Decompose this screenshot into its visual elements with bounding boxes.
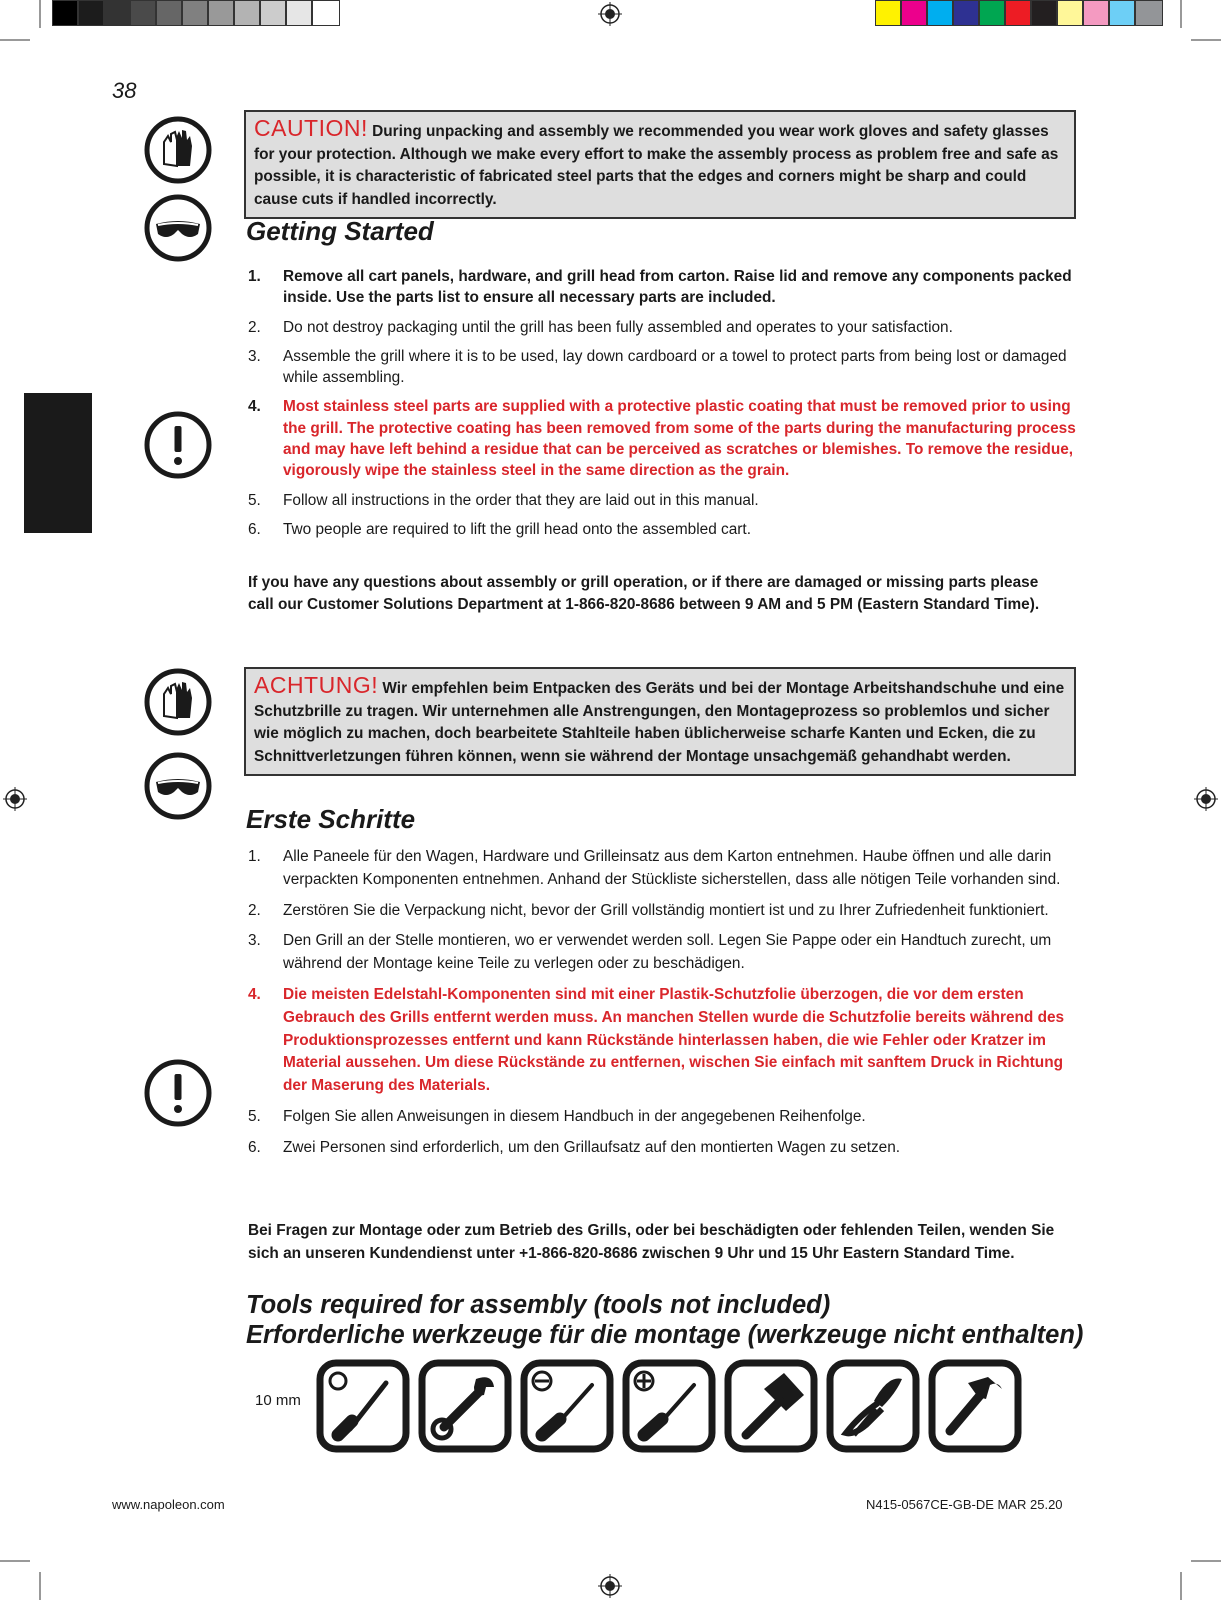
tools-title-de: Erforderliche werkzeuge für die montage (werkzeuge nicht enthalten) bbox=[246, 1321, 1084, 1349]
page-number: 38 bbox=[112, 78, 137, 103]
registration-mark-icon bbox=[3, 787, 27, 811]
rubber-mallet-icon bbox=[724, 1359, 818, 1453]
socket-wrench-icon bbox=[316, 1359, 410, 1453]
wrench-size-label: 10 mm bbox=[255, 1392, 301, 1409]
customer-solutions-note-de: Bei Fragen zur Montage oder zum Betrieb des Grills, oder bei beschädigten oder fehlenden Teilen, wenden Sie sich an unseren Kundendienst unter +1-866-820-8686 zwischen 9 Uhr und 15 Uhr Eastern Standard Time. bbox=[248, 1222, 1055, 1262]
language-side-tab bbox=[24, 393, 92, 533]
list-item: 2. Zerstören Sie die Verpackung nicht, bevor der Grill vollständig montiert ist und zu Ihrer Zufriedenheit funktioniert. bbox=[248, 901, 1049, 919]
tools-required-heading bbox=[246, 1290, 1083, 1350]
steps-list-en bbox=[248, 266, 1078, 548]
pliers-icon bbox=[826, 1359, 920, 1453]
claw-hammer-icon bbox=[928, 1359, 1022, 1453]
list-item: 2. Do not destroy packaging until the grill has been fully assembled and operates to your satisfaction. bbox=[248, 318, 953, 336]
flathead-screwdriver-icon bbox=[520, 1359, 614, 1453]
registration-mark-icon bbox=[598, 2, 622, 26]
caution-text: During unpacking and assembly we recommended you wear work gloves and safety glasses for your protection. Although we make every effort to make the assembly process as problem free and safe as possible, it is characteristic of fabricated steel parts that the edges and corners might be sharp and could cause cuts if handled incorrectly. bbox=[254, 123, 1059, 208]
tools-title-en: Tools required for assembly (tools not included) bbox=[246, 1291, 831, 1319]
caution-text: Wir empfehlen beim Entpacken des Geräts und bei der Montage Arbeitshandschuhe und eine Schutzbrille zu tragen. Wir unternehmen alle Anstrengungen, den Montageprozess so problemlos und sicher wie möglich zu machen, doch bearbeitete Stahlteile haben üblicherweise scharfe Kanten und Ecken, die zu Schnittverletzungen führen können, wenn sie während der Montage unsachgemäß gehandhabt werden. bbox=[254, 680, 1065, 765]
list-item: 6. Two people are required to lift the grill head onto the assembled cart. bbox=[248, 520, 751, 538]
list-item: 4. Die meisten Edelstahl-Komponenten sind mit einer Plastik-Schutzfolie überzogen, die vor dem ersten Gebrauch des Grills entfernt werden muss. An manchen Stellen wurde die Schutzfolie bereits während des Produktionsprozesses entfernt und kann Rückstände hinterlassen haben, die wie Fehler oder Kratzer im Material aussehen. Um diese Rückstände zu entfernen, wischen Sie einfach mit sanftem Druck in Richtung der Maserung des Materials. bbox=[248, 985, 1065, 1095]
list-item: 5. Follow all instructions in the order that they are laid out in this manual. bbox=[248, 491, 759, 509]
heading-erste-schritte: Erste Schritte bbox=[246, 804, 416, 834]
work-gloves-icon bbox=[144, 116, 212, 184]
safety-glasses-icon bbox=[144, 194, 212, 262]
footer-website: www.napoleon.com bbox=[112, 1497, 225, 1512]
registration-mark-icon bbox=[1194, 787, 1218, 811]
adjustable-wrench-icon bbox=[418, 1359, 512, 1453]
list-item: 1. Remove all cart panels, hardware, and grill head from carton. Raise lid and remove any components packed inside. Use the parts list to ensure all necessary parts are included. bbox=[248, 268, 1072, 307]
registration-mark-icon bbox=[598, 1574, 622, 1598]
caution-label: ACHTUNG! bbox=[254, 672, 379, 698]
list-item: 4. Most stainless steel parts are supplied with a protective plastic coating that must be removed prior to using the grill. The protective coating has been removed from some of the parts during the manufacturing process and may have left behind a residue that can be perceived as scratches or blemishes. To remove the residue, vigorously wipe the stainless steel in the same direction as the grain. bbox=[248, 398, 1076, 480]
footer-doc-code: N415-0567CE-GB-DE MAR 25.20 bbox=[866, 1497, 1063, 1512]
warning-exclamation-icon bbox=[144, 411, 212, 479]
safety-glasses-icon bbox=[144, 752, 212, 820]
caution-box-de bbox=[244, 667, 1076, 776]
caution-label: CAUTION! bbox=[254, 115, 368, 141]
list-item: 5. Folgen Sie allen Anweisungen in diesem Handbuch in der angegebenen Reihenfolge. bbox=[248, 1107, 866, 1125]
list-item: 3. Assemble the grill where it is to be used, lay down cardboard or a towel to protect parts from being lost or damaged while assembling. bbox=[248, 347, 1067, 387]
list-item: 6. Zwei Personen sind erforderlich, um den Grillaufsatz auf den montierten Wagen zu setzen. bbox=[248, 1138, 901, 1156]
warning-exclamation-icon bbox=[144, 1059, 212, 1127]
heading-getting-started: Getting Started bbox=[246, 216, 434, 246]
work-gloves-icon bbox=[144, 668, 212, 736]
caution-box-en bbox=[244, 110, 1076, 219]
list-item: 3. Den Grill an der Stelle montieren, wo er verwendet werden soll. Legen Sie Pappe oder ein Handtuch zurecht, um während der Montage keine Teile zu verlegen oder zu beschädigen. bbox=[248, 932, 1052, 973]
customer-solutions-note-en: If you have any questions about assembly or grill operation, or if there are damaged or missing parts please call our Customer Solutions Department at 1-866-820-8686 between 9 AM and 5 PM (Eastern Standard Time). bbox=[248, 574, 1040, 613]
list-item: 1. Alle Paneele für den Wagen, Hardware und Grilleinsatz aus dem Karton entnehmen. Haube öffnen und alle darin verpackten Komponenten entnehmen. Anhand der Stückliste sicherstellen, dass alle nötigen Teile vorhanden sind. bbox=[248, 848, 1061, 888]
steps-list-de bbox=[248, 846, 1078, 1168]
phillips-screwdriver-icon bbox=[622, 1359, 716, 1453]
